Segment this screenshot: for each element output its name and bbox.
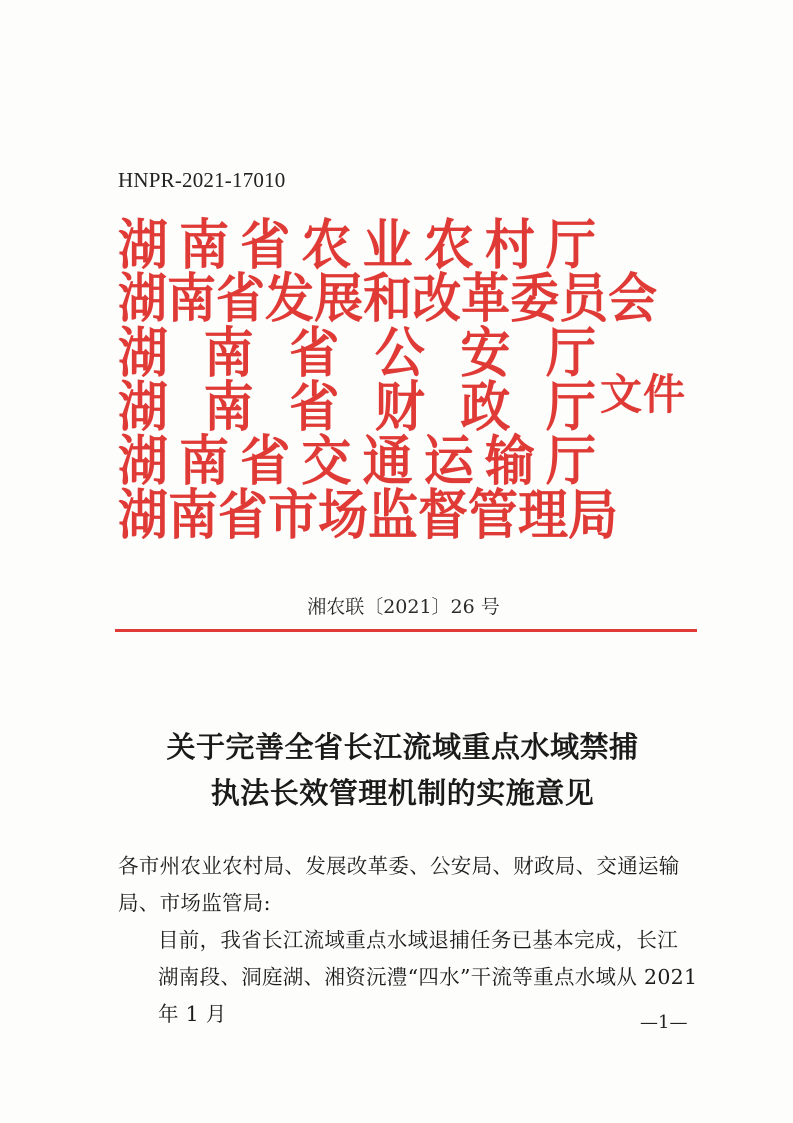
issuer-char: 交 bbox=[301, 429, 352, 493]
issuer-char: 南 bbox=[167, 267, 217, 330]
issuer-char: 厅 bbox=[545, 429, 596, 493]
issuer-char: 农 bbox=[301, 213, 352, 277]
page-number: —1— bbox=[640, 1012, 688, 1033]
issuer-char: 场 bbox=[318, 483, 368, 547]
issuer-char: 运 bbox=[423, 429, 474, 493]
issuer-char: 理 bbox=[518, 483, 568, 547]
document-number: 湘农联〔2021〕26 号 bbox=[307, 596, 500, 618]
issuer-char: 员 bbox=[559, 267, 609, 330]
issuer-char: 督 bbox=[418, 483, 468, 547]
issuer-char: 南 bbox=[203, 321, 254, 385]
issuer-char: 发 bbox=[265, 267, 315, 330]
body-paragraph: 目前，我省长江流域重点水域退捕任务已基本完成，长江湖南段、洞庭湖、湘资沅澧“四水”干流等重点水域从 2021 年 1 月 bbox=[158, 928, 698, 1026]
issuer-char: 湖 bbox=[118, 267, 168, 330]
issuer-row bbox=[118, 267, 658, 330]
issuer-char: 局 bbox=[568, 483, 618, 547]
issuer-char: 厅 bbox=[545, 375, 596, 439]
issuer-char: 村 bbox=[484, 213, 535, 277]
issuer-char: 委 bbox=[510, 267, 560, 330]
issuer-char: 革 bbox=[461, 267, 511, 330]
issuer-row bbox=[118, 321, 596, 385]
issuer-char: 厅 bbox=[545, 213, 596, 277]
issuer-char: 湖 bbox=[118, 429, 168, 493]
issuer-char: 厅 bbox=[545, 321, 596, 385]
document-body bbox=[118, 848, 698, 1033]
issuer-char: 市 bbox=[268, 483, 318, 547]
issuer-row bbox=[118, 375, 596, 439]
issuer-char: 南 bbox=[168, 483, 218, 547]
salutation-paragraph: 各市州农业农村局、发展改革委、公安局、财政局、交通运输局、市场监管局: bbox=[118, 854, 680, 915]
issuer-char: 省 bbox=[240, 213, 291, 277]
issuer-row bbox=[118, 429, 596, 493]
issuer-row bbox=[118, 213, 596, 277]
issuer-char: 政 bbox=[460, 375, 511, 439]
issuer-char: 湖 bbox=[118, 321, 168, 385]
issuer-char: 改 bbox=[412, 267, 462, 330]
issuer-char: 省 bbox=[216, 267, 266, 330]
issuer-char: 财 bbox=[374, 375, 425, 439]
document-code: HNPR-2021-17010 bbox=[118, 168, 286, 192]
issuer-char: 省 bbox=[240, 429, 291, 493]
issuer-char: 湖 bbox=[118, 483, 168, 547]
issuer-char: 公 bbox=[374, 321, 425, 385]
issuer-char: 业 bbox=[362, 213, 413, 277]
title-line: 关于完善全省长江流域重点水域禁捕 bbox=[166, 730, 639, 764]
issuer-char: 湖 bbox=[118, 213, 168, 277]
issuer-char: 通 bbox=[362, 429, 413, 493]
issuer-char: 安 bbox=[460, 321, 511, 385]
issuer-char: 和 bbox=[363, 267, 413, 330]
issuer-char: 南 bbox=[179, 429, 230, 493]
issuer-row bbox=[118, 483, 618, 547]
document-title bbox=[0, 724, 793, 816]
issuer-char: 管 bbox=[468, 483, 518, 547]
red-divider-line bbox=[115, 629, 697, 632]
issuer-char: 监 bbox=[368, 483, 418, 547]
issuer-char: 湖 bbox=[118, 375, 168, 439]
issuer-char: 农 bbox=[423, 213, 474, 277]
issuer-char: 省 bbox=[289, 321, 340, 385]
title-line: 执法长效管理机制的实施意见 bbox=[210, 776, 595, 810]
issuer-char: 省 bbox=[289, 375, 340, 439]
issuer-char: 输 bbox=[484, 429, 535, 493]
issuer-char: 南 bbox=[203, 375, 254, 439]
issuer-char: 省 bbox=[218, 483, 268, 547]
document-suffix: 文件 bbox=[600, 370, 687, 419]
issuer-char: 会 bbox=[608, 267, 658, 330]
issuer-char: 展 bbox=[314, 267, 364, 330]
issuer-char: 南 bbox=[179, 213, 230, 277]
